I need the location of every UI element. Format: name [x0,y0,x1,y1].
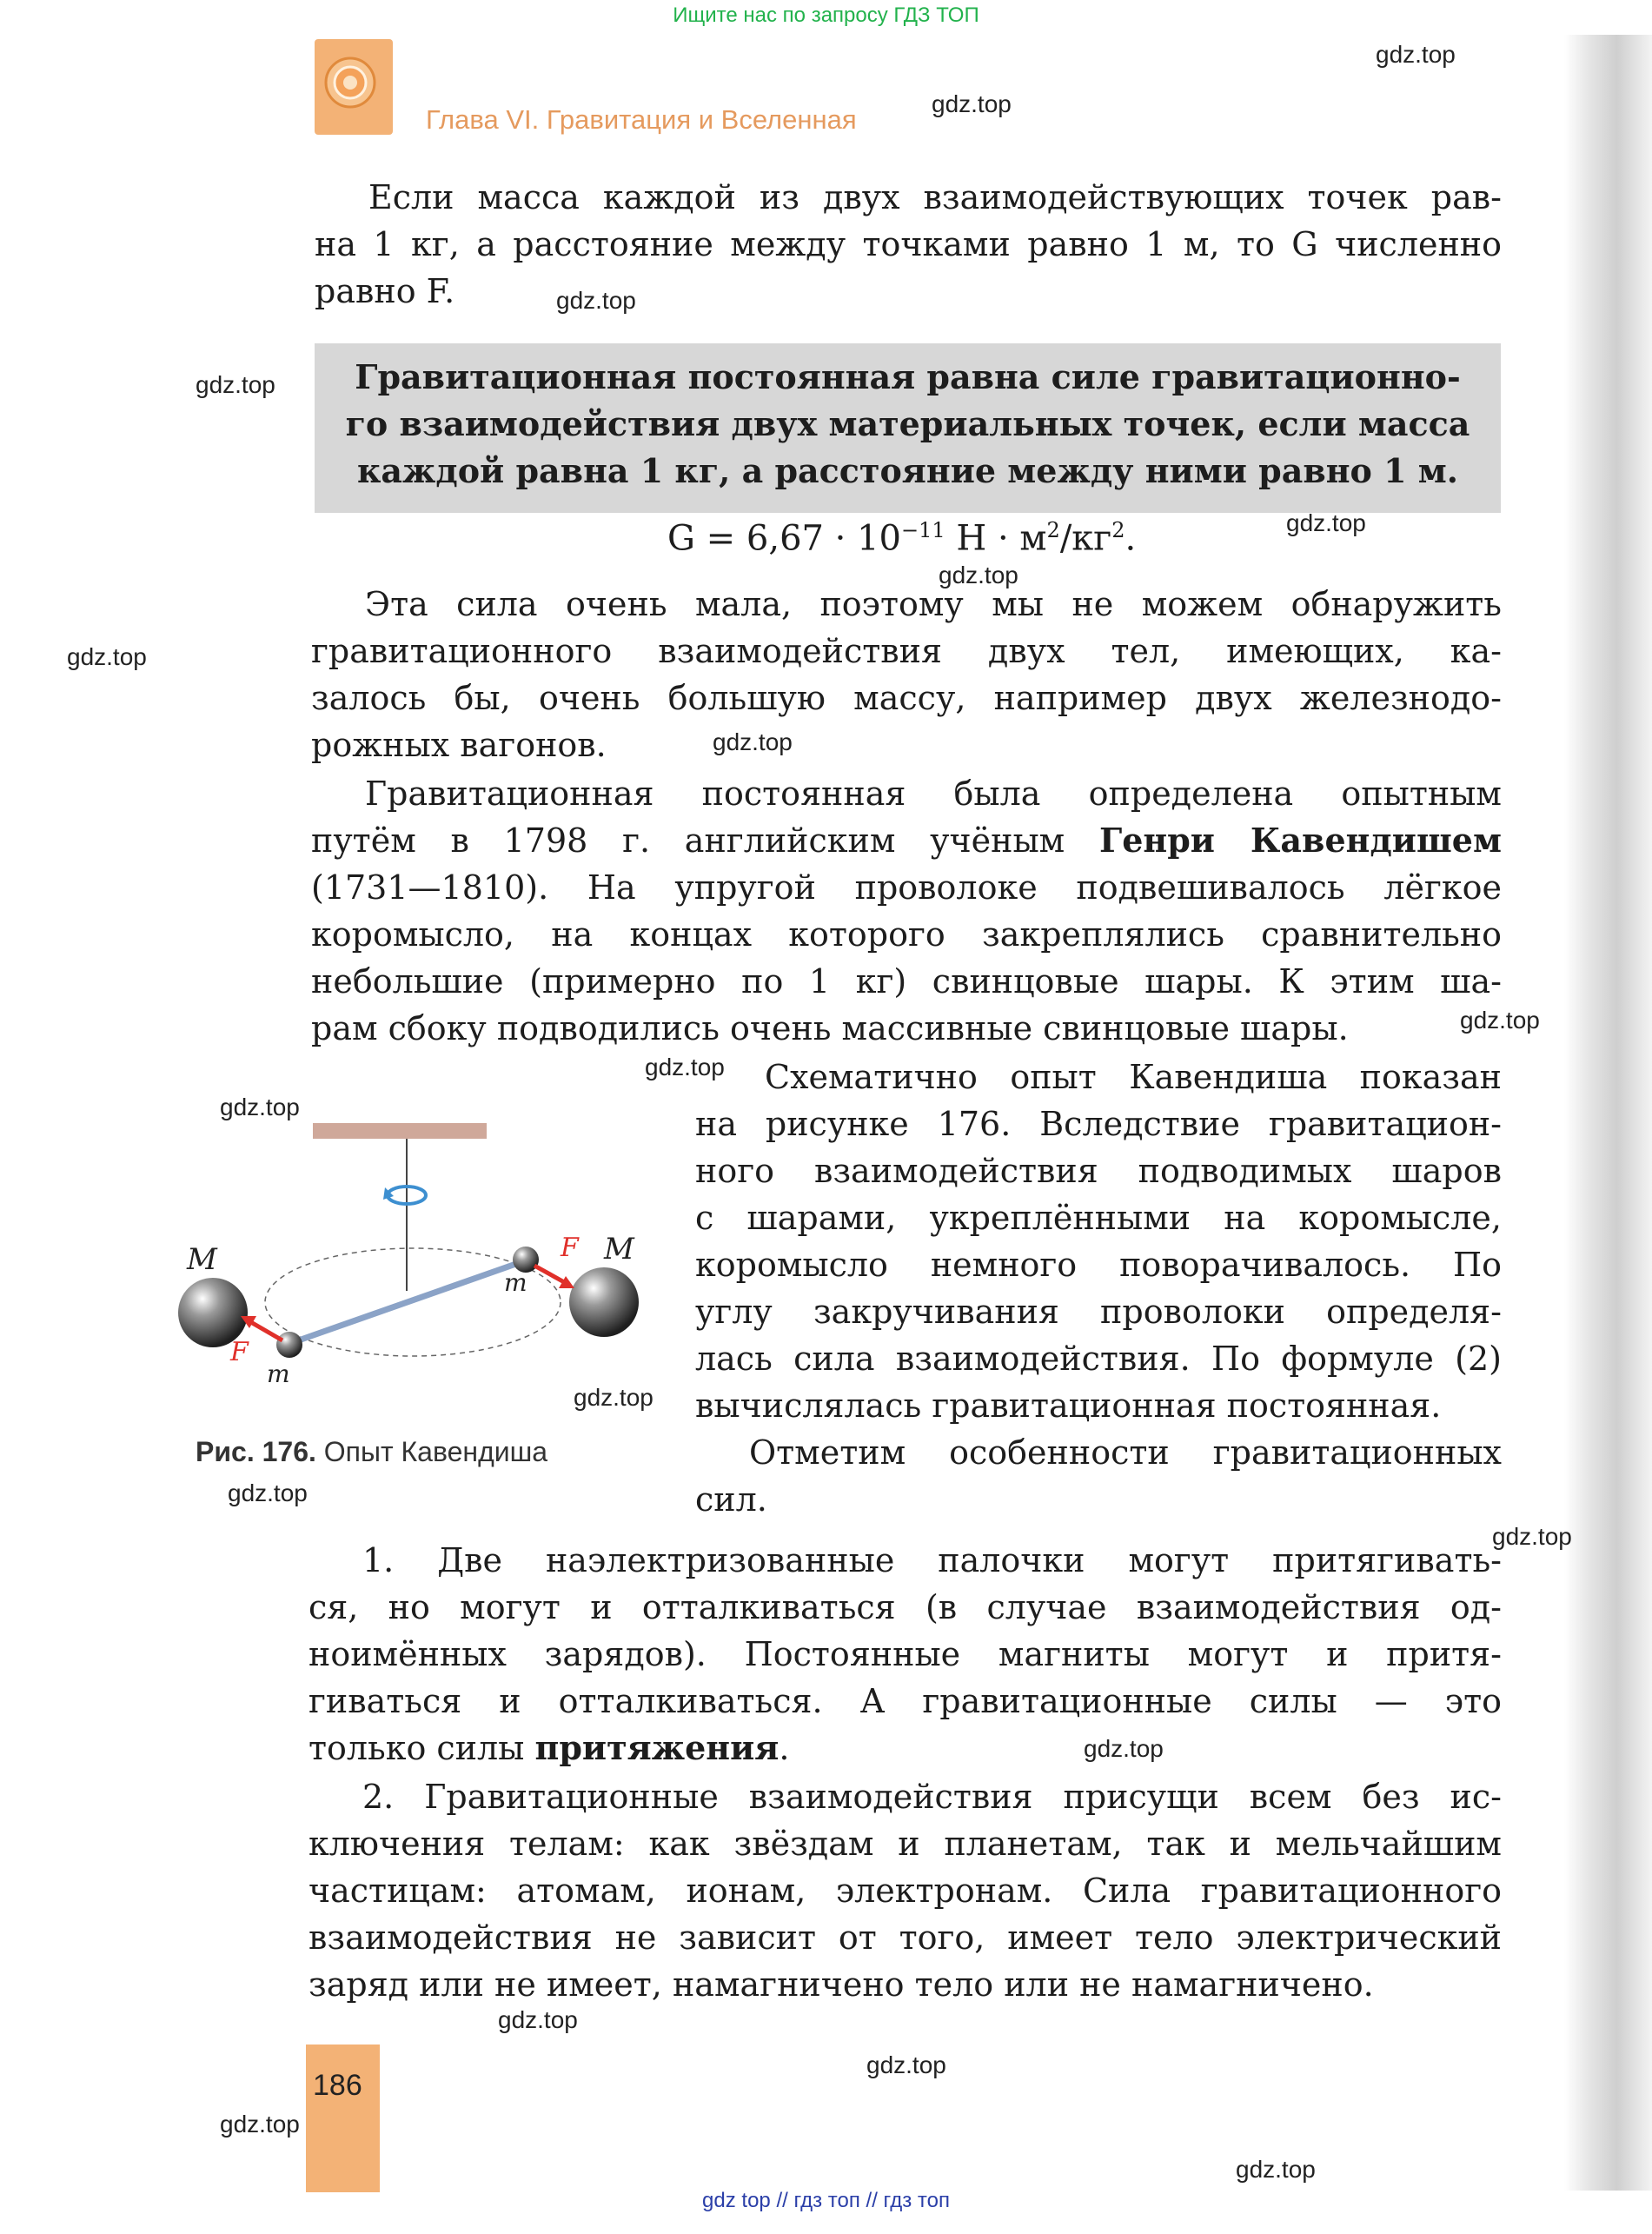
text-span: только силы [309,1729,535,1767]
small-ball-left [276,1332,302,1358]
chapter-planet-icon [320,52,381,113]
text-line: (1731—1810). На упругой проволоке подвешивалось лёгкое [311,868,1502,907]
text-line: ного взаимодействия подводимых шаров [695,1152,1502,1190]
watermark: gdz.top [1460,1007,1540,1034]
text-line: Если масса каждой из двух взаимодействующих точек рав- [368,178,1502,216]
text-line: небольшие (примерно по 1 кг) свинцовые шары. К этим ша- [311,962,1502,1001]
watermark: gdz.top [196,371,275,398]
formula-unit: Н · м [945,518,1047,559]
gravitational-constant-formula [667,518,1136,558]
text-line: Гравитационная постоянная была определена опытным [365,775,1502,813]
text-line: заряд или не имеет, намагничено тело или не намагничено. [309,1965,1374,2004]
ceiling-mount [313,1123,487,1139]
bottom-banner[interactable]: gdz top // гдз топ // гдз топ [702,2189,950,2212]
watermark: gdz.top [713,728,793,755]
label-mass-left: M [187,1242,217,1277]
torsion-beam [291,1260,526,1343]
text-line-mixed [311,817,1502,864]
text-line: Отметим особенности гравитационных [749,1433,1502,1472]
definition-line: Гравитационная постоянная равна силе гравитационно- [355,357,1461,396]
paragraph-4 [695,1054,1502,1429]
definition-line: го взаимодействия двух материальных точек, если масса [345,404,1470,443]
paragraph-7 [309,1773,1502,2008]
text-line: гиваться и отталкиваться. А гравитационные силы — это [309,1682,1502,1720]
formula-main: G = 6,67 · 10 [667,518,902,559]
paragraph-3 [311,770,1502,1052]
watermark: gdz.top [939,562,1018,588]
text-span: . [779,1729,790,1767]
text-line: частицам: атомам, ионам, электронам. Сила гравитационного [309,1872,1502,1910]
text-line: ноимённых зарядов). Постоянные магниты могут и притя- [309,1635,1502,1673]
text-line: рожных вагонов. [311,726,607,764]
paragraph-1 [315,174,1502,315]
top-banner[interactable]: Ищите нас по запросу ГДЗ ТОП [673,3,979,27]
watermark: gdz.top [1376,41,1456,68]
label-small-mass-bottom: m [267,1360,290,1388]
watermark: gdz.top [228,1479,308,1506]
text-line: лась сила взаимодействия. По формуле (2) [695,1340,1502,1378]
text-line: залось бы, очень большую массу, например двух железнодо- [311,679,1502,717]
watermark: gdz.top [1236,2156,1316,2183]
watermark: gdz.top [67,643,147,670]
page-number: 186 [313,2069,362,2102]
page-number-strip [306,2045,380,2192]
text-line: на рисунке 176. Вследствие гравитацион- [695,1105,1502,1143]
formula-exponent: 2 [1111,518,1125,542]
text-line: взаимодействия не зависит от того, имеет тело электрический [309,1918,1502,1957]
watermark: gdz.top [556,287,636,314]
text-line: на 1 кг, а расстояние между точками равно 1 м, то G численно [315,225,1502,263]
watermark: gdz.top [1084,1735,1164,1762]
text-line: Эта сила очень мала, поэтому мы не можем обнаружить [365,585,1502,623]
label-mass-right: M [604,1232,634,1267]
figure-number: Рис. 176. [196,1436,316,1467]
watermark: gdz.top [574,1384,654,1411]
text-line: углу закручивания проволоки определя- [695,1293,1502,1331]
definition-line: каждой равна 1 кг, а расстояние между ними равно 1 м. [356,451,1459,490]
label-force-left: F [230,1337,249,1367]
text-line: рам сбоку подводились очень массивные свинцовые шары. [311,1009,1349,1047]
text-line: ся, но могут и отталкиваться (в случае взаимодействия од- [309,1588,1502,1626]
page-edge-shadow [1564,35,1652,2191]
figure-176-cavendish-experiment [152,1113,691,1426]
paragraph-5 [695,1429,1502,1523]
watermark: gdz.top [932,90,1012,117]
emphasis-word: притяжения [534,1728,780,1767]
text-line: коромысло немного поворачивалось. По [695,1246,1502,1284]
formula-exponent: −11 [901,518,945,542]
text-line: ключения телам: как звёздам и планетам, так и мельчайшим [309,1825,1502,1863]
watermark: gdz.top [1492,1523,1572,1550]
text-line: 2. Гравитационные взаимодействия присущи всем без ис- [362,1778,1502,1816]
label-small-mass-top: m [504,1268,527,1297]
text-line: с шарами, укреплёнными на коромысле, [695,1199,1502,1237]
label-force-right: F [561,1233,579,1263]
definition-box [315,343,1501,513]
watermark: gdz.top [220,2111,300,2138]
text-line: 1. Две наэлектризованные палочки могут притягивать- [362,1541,1502,1579]
large-ball-right [569,1267,639,1337]
watermark: gdz.top [220,1094,300,1120]
formula-unit: /кг [1059,518,1112,559]
figure-caption [196,1436,547,1468]
text-line: равно F. [315,272,455,310]
watermark: gdz.top [1286,509,1366,536]
paragraph-6 [309,1537,1502,1772]
text-line: коромысло, на концах которого закреплялись сравнительно [311,915,1502,954]
formula-end: . [1125,518,1137,559]
text-line: вычислялась гравитационная постоянная. [695,1386,1442,1425]
text-line: Схематично опыт Кавендиша показан [765,1058,1502,1096]
watermark: gdz.top [645,1054,725,1080]
text-line: гравитационного взаимодействия двух тел, имеющих, ка- [311,632,1502,670]
paragraph-2 [311,581,1502,768]
scientist-name: Генри Кавендишем [1098,821,1502,860]
text-line: сил. [695,1480,767,1519]
figure-caption-text: Опыт Кавендиша [315,1436,548,1467]
text-line-mixed [309,1725,1502,1772]
watermark: gdz.top [866,2051,946,2078]
formula-exponent: 2 [1046,518,1060,542]
chapter-title: Глава VI. Гравитация и Вселенная [426,104,857,135]
text-span: путём в 1798 г. английским учёным [311,821,1099,860]
watermark: gdz.top [498,2006,578,2033]
